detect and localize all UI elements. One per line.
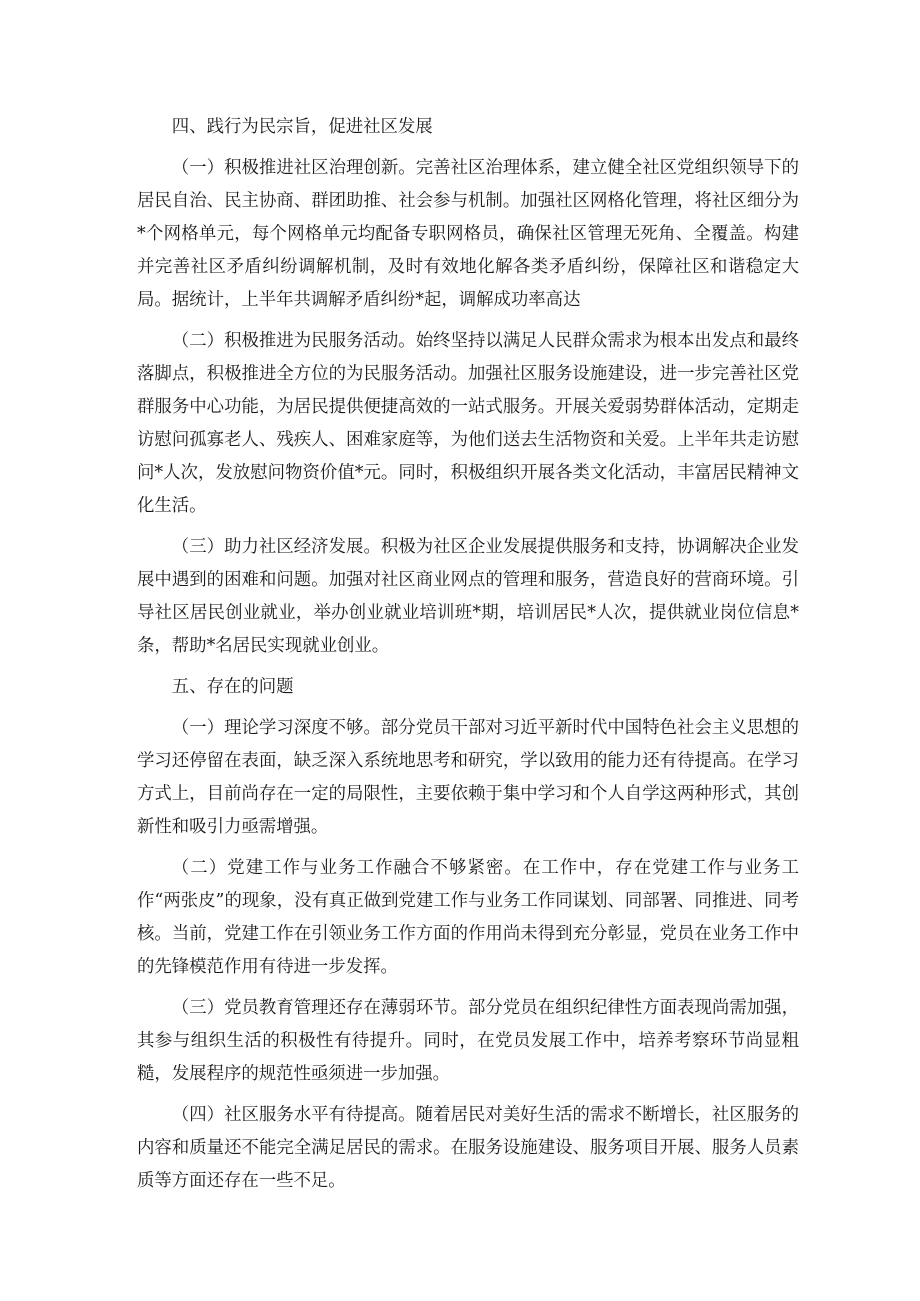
section-heading-4: 四、践行为民宗旨，促进社区发展 [171, 117, 433, 137]
section-heading-5: 五、存在的问题 [171, 677, 294, 697]
paragraph-service-level: （四）社区服务水平有待提高。随着居民对美好生活的需求不断增长，社区服务的内容和质量还不能完全满足居民的需求。在服务设施建设、服务项目开展、服务人员素质等方面还存在一些不足。 [137, 1105, 799, 1191]
paragraph-governance-innovation: （一）积极推进社区治理创新。完善社区治理体系，建立健全社区党组织领导下的居民自治、民主协商、群团助推、社会参与机制。加强社区网格化管理，将社区细分为*个网格单元，每个网格单元均配备专职网格员，确保社区管理无死角、全覆盖。构建并完善社区矛盾纠纷调解机制，及时有效地化解各类矛盾纠纷，保障社区和谐稳定大局。据统计，上半年共调解矛盾纠纷*起，调解成功率高达 [137, 158, 799, 310]
paragraph-party-business-integration: （二）党建工作与业务工作融合不够紧密。在工作中，存在党建工作与业务工作“两张皮”的现象，没有真正做到党建工作与业务工作同谋划、同部署、同推进、同考核。当前，党建工作在引领业务工作方面的作用尚未得到充分彰显，党员在业务工作中的先锋模范作用有待进一步发挥。 [137, 858, 799, 977]
paragraph-economic-development: （三）助力社区经济发展。积极为社区企业发展提供服务和支持，协调解决企业发展中遇到的困难和问题。加强对社区商业网点的管理和服务，营造良好的营商环境。引导社区居民创业就业，举办创业就业培训班*期，培训居民*人次，提供就业岗位信息*条，帮助*名居民实现就业创业。 [137, 537, 799, 656]
document-body [137, 111, 799, 1206]
paragraph-member-education: （三）党员教育管理还存在薄弱环节。部分党员在组织纪律性方面表现尚需加强，其参与组织生活的积极性有待提升。同时，在党员发展工作中，培养考察环节尚显粗糙，发展程序的规范性亟须进一步加强。 [137, 998, 799, 1084]
paragraph-public-service: （二）积极推进为民服务活动。始终坚持以满足人民群众需求为根本出发点和最终落脚点，积极推进全方位的为民服务活动。加强社区服务设施建设，进一步完善社区党群服务中心功能，为居民提供便捷高效的一站式服务。开展关爱弱势群体活动，定期走访慰问孤寡老人、残疾人、困难家庭等，为他们送去生活物资和关爱。上半年共走访慰问*人次，发放慰问物资价值*元。同时，积极组织开展各类文化活动，丰富居民精神文化生活。 [137, 331, 799, 516]
paragraph-theory-study: （一）理论学习深度不够。部分党员干部对习近平新时代中国特色社会主义思想的学习还停留在表面，缺乏深入系统地思考和研究，学以致用的能力还有待提高。在学习方式上，目前尚存在一定的局限性，主要依赖于集中学习和个人自学这两种形式，其创新性和吸引力亟需增强。 [137, 718, 799, 837]
